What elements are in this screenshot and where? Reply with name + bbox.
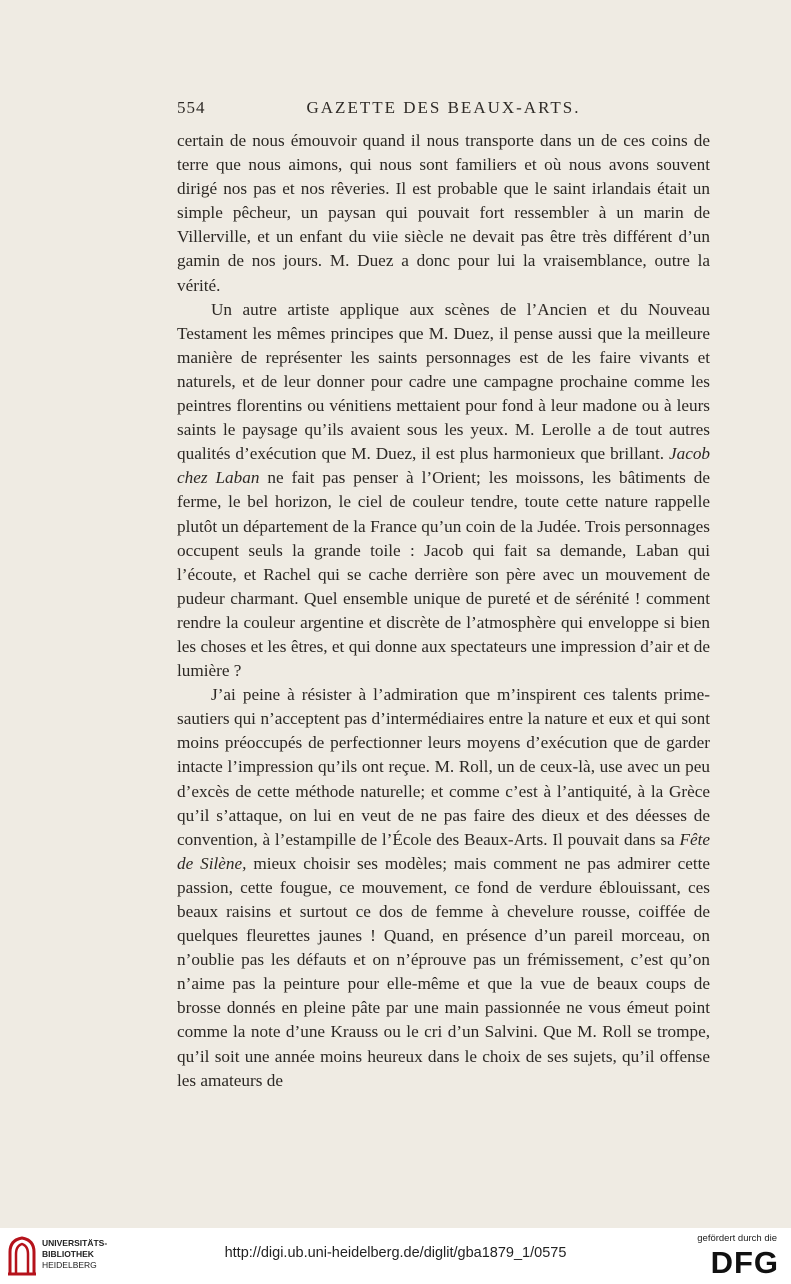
page-header xyxy=(177,98,710,122)
library-line-3: HEIDELBERG xyxy=(42,1260,97,1270)
library-line-2: BIBLIOTHEK xyxy=(42,1249,94,1259)
running-title: GAZETTE DES BEAUX-ARTS. xyxy=(306,98,581,117)
painting-title-silene: Fête de Silène, xyxy=(177,829,710,873)
painting-title-jacob: Jacob chez Laban xyxy=(177,444,711,488)
paragraph-2-part-a: Un autre artiste applique aux scènes de l’Ancien et du Nouveau Testament les mêmes principes que M. Duez, il pense aussi que la meilleure manière de représenter les saints personnages est de les faire vivants et naturels, et de leur donner pour cadre une campagne prochaine comme les peintres florentins ou vénitiens mettaient pour fond à leur madone ou à leurs saints le paysage qu’ils avaient sous les yeux. M. Lerolle a de tout autres qualités d’exécution que M. Duez, il est plus harmonieux que brillant. xyxy=(177,299,710,464)
paragraph-3-part-b: mieux choisir ses modèles; mais comment ne pas admirer cette passion, cette fougue, ce mouvement, ce fond de verdure éblouissant, ces beaux raisins et surtout ce dos de femme à chevelure rousse, coiffée de quelques fleurettes jaunes ! Quand, en présence d’un pareil morceau, on n’oublie pas les défauts et on n’éprouve pas un frémissement, c’est qu’on n’aime pas la peinture pour elle-même et que la vue de beaux coups de brosse donnés en pleine pâte par une main passionnée ne vous émeut point comme la note d’une Krauss ou le cri d’un Salvini. Que M. Roll se trompe, qu’il soit une année moins heureux dans le choix de ses sujets, qu’il offense les amateurs de xyxy=(177,853,711,1090)
dfg-logo: DFG xyxy=(710,1245,779,1280)
paragraph-1: certain de nous émouvoir quand il nous transporte dans un de ces coins de terre que nous aimons, qui nous sont familiers et où nous avons souvent dirigé nos pas et nos rêveries. Il est probable que le saint irlandais était un simple pêcheur, un paysan qui pouvait fort ressembler à un marin de Villerville, et un enfant du viie siècle ne devait pas être très différent d’un gamin de nos jours. M. Duez a donc pour lui la vraisemblance, outre la vérité. xyxy=(177,131,710,295)
funding-note: gefördert durch die xyxy=(697,1233,777,1244)
paragraph-3-part-a: J’ai peine à résister à l’admiration que m’inspirent ces talents prime-sautiers qui n’acceptent pas d’intermédiaires entre la nature et eux et qui sont moins préoccupés de perfectionner leurs moyens d’exécution que de garder intacte l’impression qu’ils ont reçue. M. Roll, un de ceux-là, use avec un peu d’excès de cette méthode naturelle; et comme c’est à l’antiquité, à la Grèce qu’il s’attaque, on lui en veut de ne pas faire des dieux et des déesses de convention, à l’estampille de l’École des Beaux-Arts. Il pouvait dans sa xyxy=(177,685,710,849)
article-text xyxy=(177,129,710,1093)
paragraph-2 xyxy=(177,298,710,684)
paragraph-3 xyxy=(177,683,710,1093)
digitization-footer xyxy=(0,1228,791,1284)
library-line-1: UNIVERSITÄTS- xyxy=(42,1238,108,1248)
page-number: 554 xyxy=(177,98,206,117)
paragraph-2-part-b: ne fait pas penser à l’Orient; les moissons, les bâtiments de ferme, le bel horizon, le ciel de couleur tendre, toute cette nature rappelle plutôt un département de la France qu’un coin de la Judée. Trois personnages occupent seuls la grande toile : Jacob qui fait sa demande, Laban qui l’écoute, et Rachel qui se cache derrière son père avec un mouvement de pudeur charmant. Quel ensemble unique de pureté et de sérénité ! comment rendre la couleur argentine et discrète de l’atmosphère qui enveloppe si bien les choses et les êtres, et qui donne aux spectateurs une impression d’air et de lumière ? xyxy=(177,468,711,681)
permalink-url[interactable]: http://digi.ub.uni-heidelberg.de/diglit/gba1879_1/0575 xyxy=(224,1245,567,1261)
